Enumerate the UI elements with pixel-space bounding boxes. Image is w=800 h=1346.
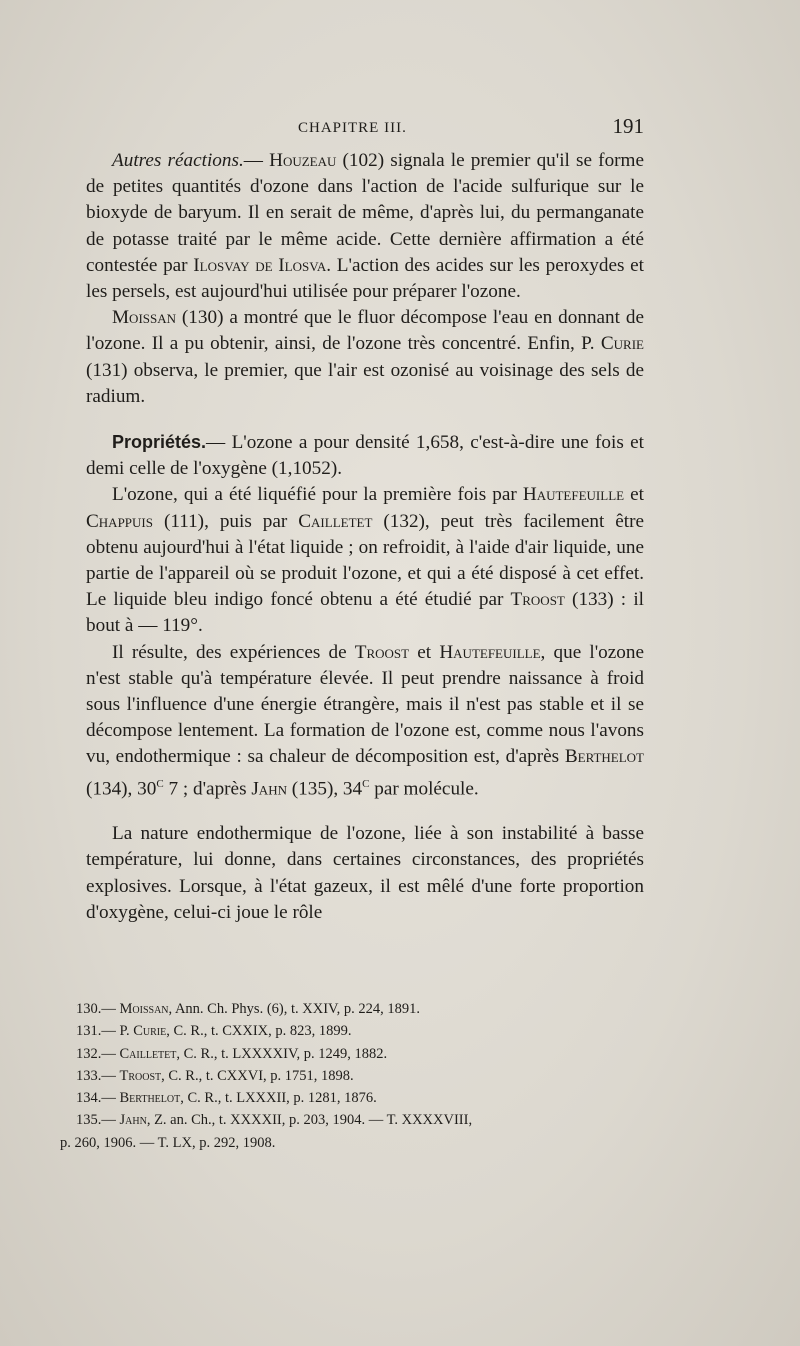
author-name: Moissan	[119, 1001, 169, 1017]
author-name: Chappuis	[86, 510, 153, 532]
section-heading-autres-reactions: Autres réactions.	[112, 150, 244, 171]
superscript-calorie: C	[362, 777, 370, 790]
author-name: Troost	[354, 641, 410, 663]
author-name: Hautefeuille	[439, 641, 541, 663]
page-number: 191	[612, 114, 644, 138]
paragraph-liquefaction: L'ozone, qui a été liquéfié pour la première fois par Hautefeuille et Chappuis (111), puis par Cailletet (132), peut très facilement être obtenu aujourd'hui à l'état liquide ; on refroidit, à l'aide d'air liquide, une partie de l'appareil où se produit l'ozone, et qui a été disposé à cet effet. Le liquide bleu indigo foncé obtenu a été étudié par Troost (133) : il bout à — 119°.	[86, 484, 644, 637]
author-name: Cailletet	[298, 510, 373, 532]
author-name: Moissan	[112, 307, 177, 329]
paragraph-autres-reactions: Autres réactions.— Houzeau (102) signala le premier qu'il se forme de petites quantités d'ozone dans l'action de l'acide sulfurique sur le bioxyde de baryum. Il en serait de même, d'après lui, du permanganate de potasse traité par le même acide. Cette dernière affirmation a été contestée par Ilosvay de Ilosva. L'action des acides sur les peroxydes et les persels, est aujourd'hui utilisée pour préparer l'ozone.	[86, 150, 644, 303]
chapter-title: CHAPITRE III.	[298, 120, 407, 136]
paragraph-nature-endothermique: La nature endothermique de l'ozone, liée à son instabilité à basse température, lui donne, dans certaines circonstances, des propriétés explosives. Lorsque, à l'état gazeux, il est mêlé d'une forte proportion d'oxygène, celui-ci joue le rôle	[86, 823, 644, 923]
running-header	[86, 116, 644, 146]
footnote-133: 133.— Troost, C. R., t. CXXVI, p. 1751, 1898.	[76, 1067, 354, 1084]
paragraph-moissan: Moissan (130) a montré que le fluor décompose l'eau en donnant de l'ozone. Il a pu obtenir, ainsi, de l'ozone très concentré. Enfin, P. Curie (131) observa, le premier, que l'air est ozonisé au voisinage des sels de radium.	[86, 307, 644, 407]
author-name: Berthelot	[119, 1090, 181, 1107]
main-text	[86, 148, 644, 926]
author-name: Troost	[119, 1067, 162, 1084]
footnote-135: 135.— Jahn, Z. an. Ch., t. XXXXII, p. 203, 1904. — T. XXXXVIII,	[76, 1112, 473, 1129]
footnote-131: 131.— P. Curie, C. R., t. CXXIX, p. 823, 1899.	[76, 1023, 352, 1040]
paragraph-proprietes: Propriétés.— L'ozone a pour densité 1,658, c'est-à-dire une fois et demi celle de l'oxygène (1,1052).	[86, 432, 644, 480]
footnote-132: 132.— Cailletet, C. R., t. LXXXXIV, p. 1249, 1882.	[76, 1045, 388, 1062]
superscript-calorie: C	[156, 777, 164, 790]
author-name: Ilosvay de Ilosva	[193, 254, 327, 276]
author-name: Curie	[600, 333, 644, 355]
footnote-134: 134.— Berthelot, C. R., t. LXXXII, p. 1281, 1876.	[76, 1090, 377, 1107]
paragraph-stabilite: Il résulte, des expériences de Troost et Hautefeuille, que l'ozone n'est stable qu'à température élevée. Il peut prendre naissance à froid sous l'influence d'une énergie étrangère, mais il n'est pas stable et il se décompose lentement. La formation de l'ozone est, comme nous l'avons vu, endothermique : sa chaleur de décomposition est, d'après Berthelot (134), $30^C$ 7 ; d'après Jahn (135), $34^C$ par molécule.	[86, 641, 644, 800]
footnotes	[60, 998, 645, 1154]
author-name: Jahn	[119, 1112, 147, 1129]
author-name: Curie	[133, 1023, 167, 1040]
author-name: Troost	[510, 589, 565, 611]
author-name: Jahn	[251, 778, 287, 800]
author-name: Hautefeuille	[522, 484, 625, 506]
footnote-135-continuation: p. 260, 1906. — T. LX, p. 292, 1908.	[60, 1134, 276, 1151]
author-name: Berthelot	[564, 746, 644, 768]
footnote-130: 130.— Moissan, Ann. Ch. Phys. (6), t. XXIV, p. 224, 1891.	[76, 1001, 420, 1017]
author-name: Cailletet	[119, 1045, 177, 1062]
author-name: Houzeau	[269, 150, 337, 171]
section-heading-proprietes: Propriétés.	[112, 432, 207, 453]
